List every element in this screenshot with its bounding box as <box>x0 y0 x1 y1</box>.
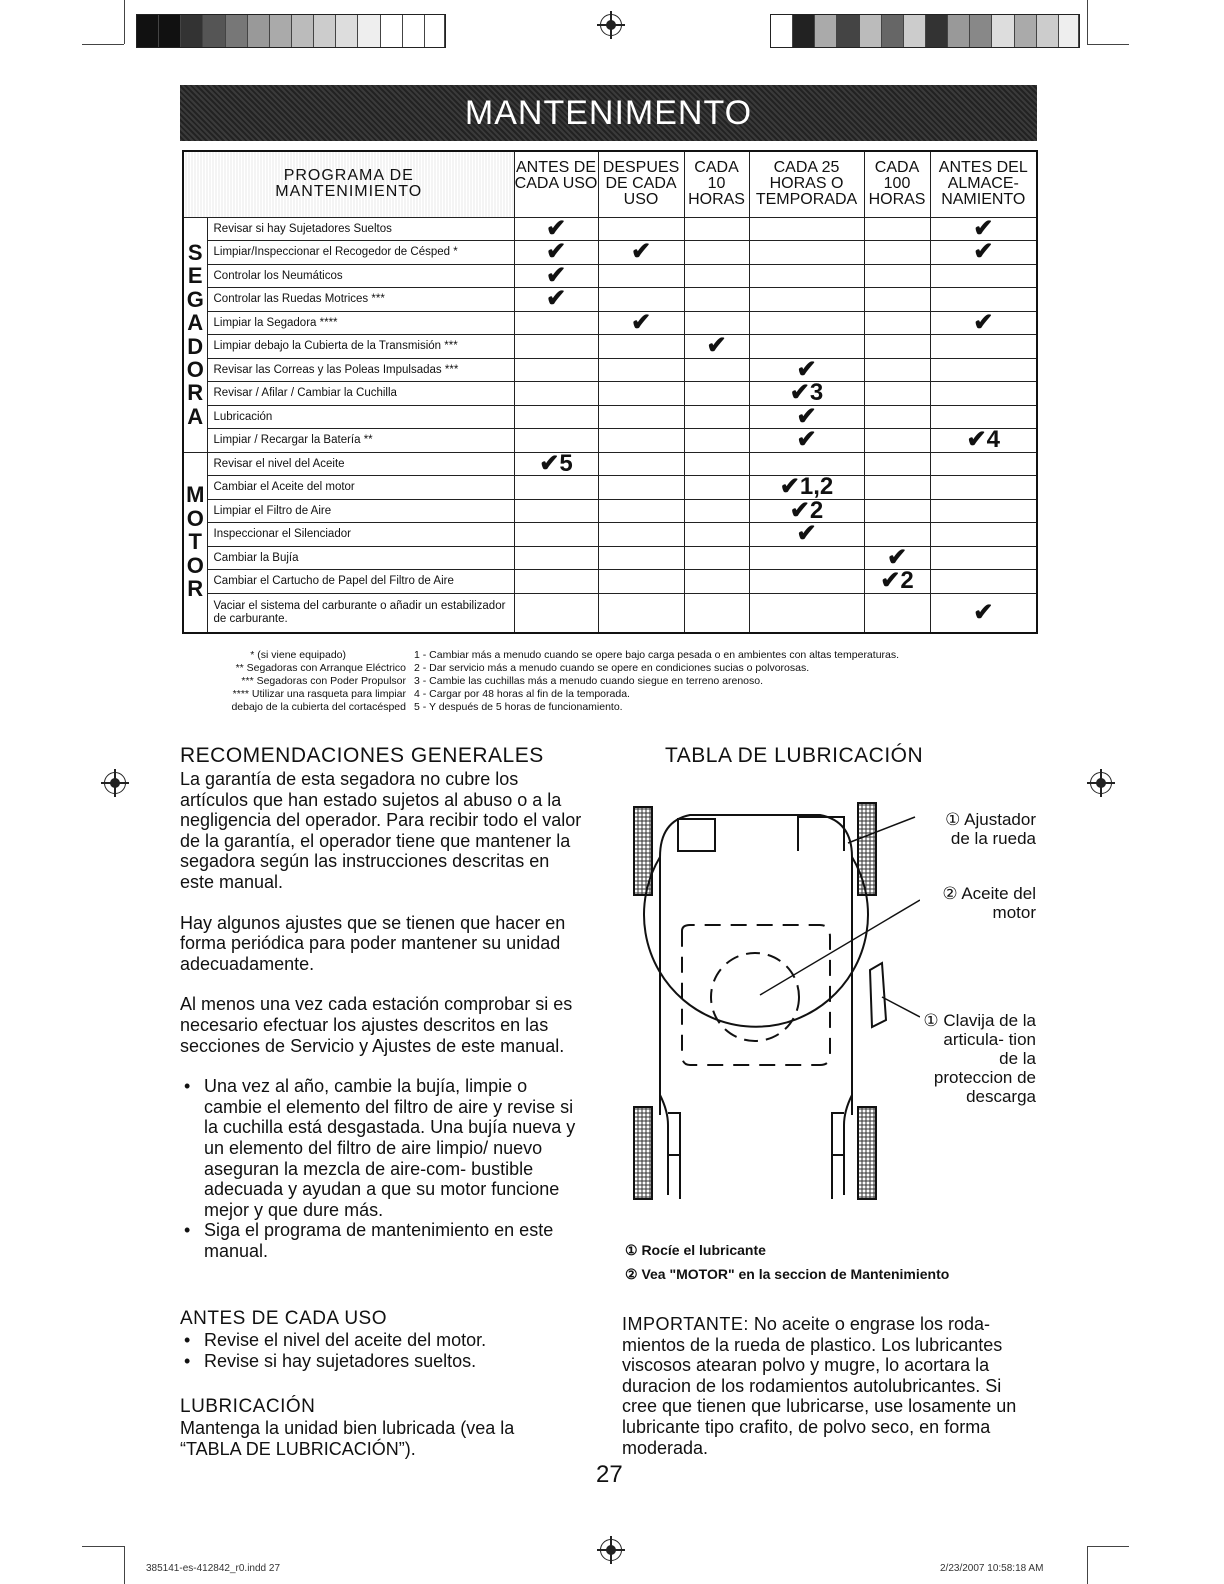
table-row <box>183 546 1037 570</box>
table-row <box>183 382 1037 406</box>
schedule-cell <box>749 288 864 312</box>
registration-mark-icon <box>600 14 622 36</box>
schedule-cell <box>930 452 1037 476</box>
label-wheel-adjuster: ① Ajustador de la rueda <box>945 810 1036 848</box>
schedule-cell: ✔ <box>598 311 684 335</box>
schedule-cell <box>864 405 930 429</box>
schedule-cell: ✔3 <box>749 382 864 406</box>
maintenance-schedule-table <box>182 150 1038 634</box>
task-cell: Revisar el nivel del Aceite <box>207 452 514 476</box>
task-cell: Limpiar/Inspeccionar el Recogedor de Césped * <box>207 241 514 265</box>
schedule-cell: ✔2 <box>864 570 930 594</box>
schedule-cell <box>598 358 684 382</box>
table-row <box>183 429 1037 453</box>
task-cell: Limpiar la Segadora **** <box>207 311 514 335</box>
schedule-cell <box>930 570 1037 594</box>
task-cell: Inspeccionar el Silenciador <box>207 523 514 547</box>
schedule-cell <box>598 452 684 476</box>
schedule-cell <box>864 288 930 312</box>
schedule-cell: ✔ <box>514 217 598 241</box>
schedule-cell <box>864 217 930 241</box>
label-discharge-pin: ① Clavija de la articula- tion de la proteccion de descarga <box>923 1011 1036 1106</box>
task-cell: Cambiar el Aceite del motor <box>207 476 514 500</box>
caption-see-motor: ② Vea "MOTOR" en la seccion de Mantenimiento <box>625 1266 950 1282</box>
registration-mark-icon <box>1090 772 1112 794</box>
table-row <box>183 570 1037 594</box>
task-cell: Revisar si hay Sujetadores Sueltos <box>207 217 514 241</box>
mower-lubrication-diagram <box>620 795 920 1215</box>
table-row <box>183 476 1037 500</box>
footnotes-right <box>414 649 1034 714</box>
table-row <box>183 241 1037 265</box>
schedule-cell: ✔ <box>864 546 930 570</box>
schedule-cell: ✔2 <box>749 499 864 523</box>
schedule-cell <box>930 335 1037 359</box>
schedule-cell <box>514 499 598 523</box>
footnote: ** Segadoras con Arranque Eléctrico <box>235 662 406 674</box>
schedule-cell <box>930 382 1037 406</box>
schedule-cell <box>684 452 749 476</box>
task-cell: Limpiar el Filtro de Aire <box>207 499 514 523</box>
schedule-cell <box>684 499 749 523</box>
table-row <box>183 358 1037 382</box>
schedule-cell <box>684 546 749 570</box>
schedule-cell <box>749 546 864 570</box>
lubricacion-text: Mantenga la unidad bien lubricada (vea la “TABLA DE LUBRICACIÓN”). <box>180 1418 515 1459</box>
schedule-cell <box>514 311 598 335</box>
schedule-cell <box>684 241 749 265</box>
schedule-cell <box>598 593 684 633</box>
schedule-cell <box>598 570 684 594</box>
task-cell: Lubricación <box>207 405 514 429</box>
schedule-cell <box>684 288 749 312</box>
page-number: 27 <box>596 1461 623 1488</box>
schedule-cell <box>684 593 749 633</box>
footnote: **** Utilizar una rasqueta para limpiar <box>232 688 406 700</box>
schedule-cell <box>864 311 930 335</box>
schedule-cell <box>864 382 930 406</box>
footer-date: 2/23/2007 10:58:18 AM <box>940 1563 1044 1574</box>
schedule-cell <box>749 593 864 633</box>
group-side-label: S E G A D O R A <box>183 217 207 452</box>
schedule-cell <box>514 593 598 633</box>
schedule-cell <box>749 311 864 335</box>
schedule-cell: ✔ <box>930 241 1037 265</box>
schedule-cell <box>598 288 684 312</box>
program-title: PROGRAMA DE MANTENIMIENTO <box>183 151 514 217</box>
schedule-cell: ✔4 <box>930 429 1037 453</box>
list-item: • Siga el programa de mantenimiento en este manual. <box>180 1220 585 1261</box>
schedule-cell: ✔ <box>930 593 1037 633</box>
schedule-cell <box>514 429 598 453</box>
schedule-cell <box>598 546 684 570</box>
schedule-cell <box>514 382 598 406</box>
recom-heading: RECOMENDACIONES GENERALES <box>180 744 544 767</box>
schedule-cell <box>598 429 684 453</box>
schedule-cell <box>749 264 864 288</box>
schedule-cell <box>930 288 1037 312</box>
schedule-cell <box>514 335 598 359</box>
column-header: CADA 25 HORAS O TEMPORADA <box>749 151 864 217</box>
schedule-cell <box>598 523 684 547</box>
schedule-cell: ✔ <box>684 335 749 359</box>
schedule-cell <box>514 570 598 594</box>
schedule-cell <box>684 311 749 335</box>
crop-mark <box>82 1546 124 1547</box>
color-bar-right <box>770 14 1080 48</box>
task-cell: Revisar las Correas y las Poleas Impulsadas *** <box>207 358 514 382</box>
footnote: 2 - Dar servicio más a menudo cuando se opere en condiciones sucias o polvorosas. <box>414 662 810 674</box>
schedule-cell <box>864 476 930 500</box>
schedule-cell <box>930 546 1037 570</box>
schedule-cell <box>684 405 749 429</box>
label-engine-oil: ② Aceite del motor <box>942 884 1036 922</box>
table-row <box>183 311 1037 335</box>
footnote: 5 - Y después de 5 horas de funcionamiento. <box>414 701 623 713</box>
importante-label: IMPORTANTE: <box>622 1314 749 1334</box>
antes-heading: ANTES DE CADA USO <box>180 1308 387 1329</box>
table-row <box>183 335 1037 359</box>
paragraph: Hay algunos ajustes que se tienen que hacer en forma periódica para poder mantener su unidad adecuadamente. <box>180 912 566 974</box>
importante-block <box>622 1314 1037 1458</box>
table-row <box>183 288 1037 312</box>
schedule-cell <box>930 476 1037 500</box>
schedule-cell <box>684 264 749 288</box>
schedule-cell <box>749 452 864 476</box>
schedule-cell: ✔ <box>749 358 864 382</box>
schedule-cell: ✔ <box>514 241 598 265</box>
schedule-cell <box>684 523 749 547</box>
schedule-cell <box>864 452 930 476</box>
schedule-cell <box>864 523 930 547</box>
task-cell: Cambiar el Cartucho de Papel del Filtro de Aire <box>207 570 514 594</box>
section-banner: MANTENIMENTO <box>180 85 1037 141</box>
registration-mark-icon <box>104 772 126 794</box>
table-row <box>183 264 1037 288</box>
task-cell: Limpiar / Recargar la Batería ** <box>207 429 514 453</box>
recom-body <box>180 769 585 1261</box>
schedule-cell <box>514 476 598 500</box>
task-cell: Cambiar la Bujía <box>207 546 514 570</box>
schedule-cell <box>864 264 930 288</box>
schedule-cell <box>930 358 1037 382</box>
crop-mark <box>1087 1546 1129 1547</box>
schedule-cell <box>684 476 749 500</box>
schedule-cell <box>514 546 598 570</box>
schedule-cell <box>749 241 864 265</box>
table-row <box>183 452 1037 476</box>
schedule-cell: ✔1,2 <box>749 476 864 500</box>
schedule-cell <box>598 405 684 429</box>
schedule-cell: ✔ <box>930 217 1037 241</box>
schedule-cell <box>864 429 930 453</box>
schedule-cell <box>864 499 930 523</box>
schedule-cell <box>864 593 930 633</box>
schedule-cell <box>864 358 930 382</box>
schedule-cell: ✔ <box>749 429 864 453</box>
schedule-cell <box>598 499 684 523</box>
group-side-label: M O T O R <box>183 452 207 633</box>
schedule-cell <box>514 523 598 547</box>
footnote: 1 - Cambiar más a menudo cuando se opere bajo carga pesada o en ambientes con altas temperaturas. <box>414 649 900 661</box>
schedule-cell <box>514 358 598 382</box>
table-row <box>183 523 1037 547</box>
table-row <box>183 405 1037 429</box>
schedule-cell <box>598 264 684 288</box>
schedule-cell <box>684 570 749 594</box>
schedule-cell: ✔ <box>598 241 684 265</box>
caption-spray: ① Rocíe el lubricante <box>625 1242 766 1258</box>
table-row <box>183 217 1037 241</box>
footer-file: 385141-es-412842_r0.indd 27 <box>146 1563 280 1574</box>
paragraph: Al menos una vez cada estación comprobar si es necesario efectuar los ajustes descritos en las secciones de Servicio y Ajustes de este manual. <box>180 994 573 1056</box>
lubricacion-heading: LUBRICACIÓN <box>180 1396 316 1417</box>
schedule-cell <box>598 382 684 406</box>
schedule-cell <box>684 382 749 406</box>
footnote: *** Segadoras con Poder Propulsor <box>241 675 406 687</box>
schedule-cell <box>930 405 1037 429</box>
table-row <box>183 499 1037 523</box>
schedule-cell: ✔ <box>514 288 598 312</box>
importante-text: No aceite o engrase los roda- mientos de la rueda de plastico. Los lubricantes viscosos atearan polvo y mugre, lo acortara la duracion de los rodamientos autolubricantes. Si cree que tienen que lubricarse, use losamente un lubricante tipo crafito, de polvo seco, en forma moderada. <box>622 1314 1017 1458</box>
crop-mark <box>1087 44 1129 45</box>
schedule-cell <box>598 476 684 500</box>
schedule-cell: ✔5 <box>514 452 598 476</box>
crop-mark <box>124 0 125 44</box>
footnote: * (si viene equipado) <box>250 649 346 661</box>
color-bar-left <box>136 14 446 48</box>
column-header: DESPUES DE CADA USO <box>598 151 684 217</box>
footnote: debajo de la cubierta del cortacésped <box>231 701 406 713</box>
column-header: ANTES DE CADA USO <box>514 151 598 217</box>
task-cell: Limpiar debajo la Cubierta de la Transmisión *** <box>207 335 514 359</box>
schedule-cell <box>749 217 864 241</box>
column-header: CADA 10 HORAS <box>684 151 749 217</box>
schedule-cell <box>930 499 1037 523</box>
list-item: • Revise el nivel del aceite del motor. <box>180 1330 580 1351</box>
tabla-heading: TABLA DE LUBRICACIÓN <box>665 744 924 767</box>
schedule-cell <box>684 429 749 453</box>
schedule-cell <box>930 264 1037 288</box>
antes-body <box>180 1330 580 1371</box>
schedule-cell: ✔ <box>749 405 864 429</box>
schedule-cell: ✔ <box>749 523 864 547</box>
list-item: • Una vez al año, cambie la bujía, limpie o cambie el elemento del filtro de aire y revise si la cuchilla está desgastada. Una bujía nueva y un elemento del filtro de aire limpio/ nuevo aseguran la mezcla de aire-com- bustible adecuada y ayudan a que su motor funcione mejor y que dure más. <box>180 1076 585 1220</box>
task-cell: Controlar los Neumáticos <box>207 264 514 288</box>
footnotes-left <box>188 649 406 714</box>
schedule-cell <box>684 217 749 241</box>
crop-mark <box>1087 1546 1088 1584</box>
task-cell: Controlar las Ruedas Motrices *** <box>207 288 514 312</box>
schedule-cell <box>749 335 864 359</box>
crop-mark <box>1087 0 1088 44</box>
table-row <box>183 593 1037 633</box>
schedule-cell <box>598 217 684 241</box>
list-item: • Revise si hay sujetadores sueltos. <box>180 1351 580 1372</box>
column-header: CADA 100 HORAS <box>864 151 930 217</box>
schedule-cell: ✔ <box>930 311 1037 335</box>
schedule-cell <box>598 335 684 359</box>
schedule-cell <box>684 358 749 382</box>
schedule-cell <box>864 335 930 359</box>
registration-mark-icon <box>600 1539 622 1561</box>
schedule-cell <box>930 523 1037 547</box>
schedule-cell <box>864 241 930 265</box>
task-cell: Vaciar el sistema del carburante o añadir un estabilizador de carburante. <box>207 593 514 633</box>
footnote: 4 - Cargar por 48 horas al fin de la temporada. <box>414 688 630 700</box>
schedule-cell <box>514 405 598 429</box>
footnote: 3 - Cambie las cuchillas más a menudo cuando siegue en terreno arenoso. <box>414 675 764 687</box>
paragraph: La garantía de esta segadora no cubre los artículos que han estado sujetos al abuso o a la negligencia del operador. Para recibir todo el valor de la garantía, el operador tiene que mantener la segadora según las instrucciones descritas en este manual. <box>180 769 582 892</box>
recom-bullets <box>180 1076 585 1261</box>
crop-mark <box>124 1546 125 1584</box>
schedule-cell <box>749 570 864 594</box>
crop-mark <box>82 44 124 45</box>
schedule-cell: ✔ <box>514 264 598 288</box>
task-cell: Revisar / Afilar / Cambiar la Cuchilla <box>207 382 514 406</box>
column-header: ANTES DEL ALMACE- NAMIENTO <box>930 151 1037 217</box>
